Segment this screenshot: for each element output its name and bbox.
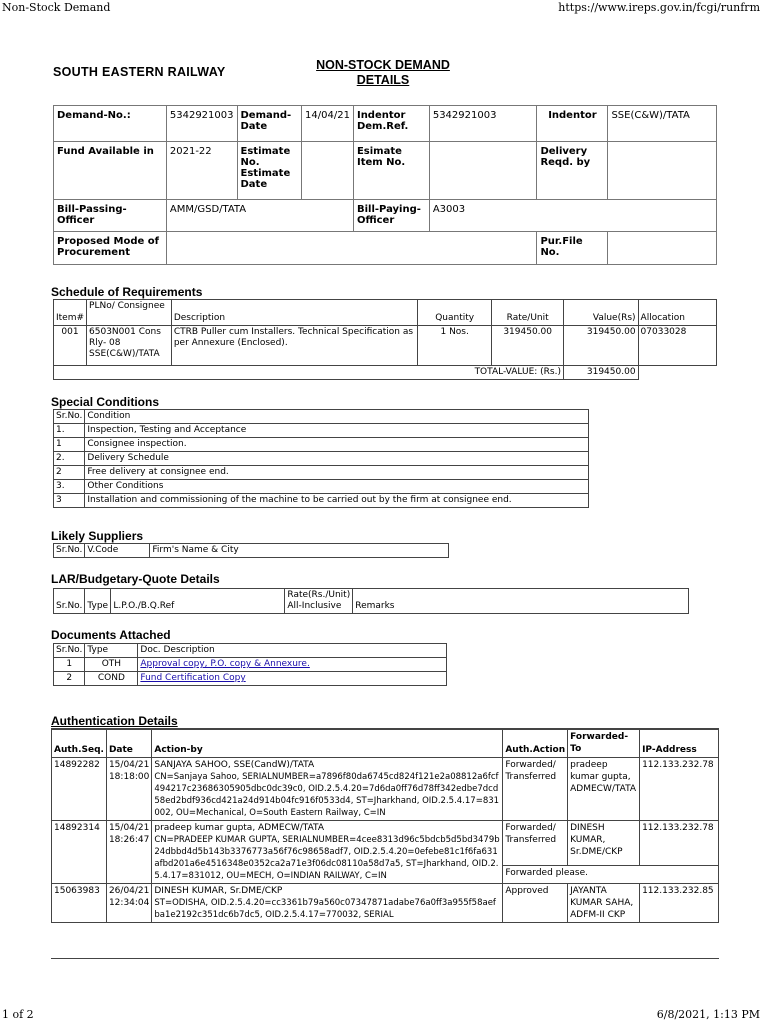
special-table [53, 409, 589, 508]
auth-to: DINESH KUMAR, Sr.DME/CKP [568, 820, 640, 866]
auth-table [51, 728, 719, 923]
auth-h-ip: IP-Address [640, 729, 719, 757]
esimate-item-label: Esimate Item No. [353, 142, 429, 200]
auth-by: pradeep kumar gupta, ADMECW/TATA [154, 822, 325, 833]
bill-passing: AMM/GSD/TATA [166, 200, 353, 232]
bill-paying: A3003 [429, 200, 716, 232]
sched-alloc: 07033028 [638, 326, 716, 366]
auth-ip: 112.133.232.78 [640, 757, 719, 820]
table-row [52, 757, 719, 820]
lar-h-type: Type [85, 589, 111, 614]
special-cond: Installation and commissioning of the machine to be carried out by the firm at consignee end. [85, 494, 589, 508]
auth-h-to: Forwarded-To [568, 729, 640, 757]
sched-h-item: Item# [54, 300, 87, 326]
bill-passing-label: Bill-Passing-Officer [54, 200, 167, 232]
sched-h-value: Value(Rs) [563, 300, 638, 326]
special-cond: Free delivery at consignee end. [85, 466, 589, 480]
special-h-cond: Condition [85, 410, 589, 424]
schedule-table [53, 299, 717, 380]
special-srno: 1 [54, 438, 85, 452]
doc-link-approval[interactable]: Approval copy, P.O. copy & Annexure. [140, 659, 310, 669]
auth-by: SANJAYA SAHOO, SSE(CandW)/TATA [154, 759, 315, 770]
sched-h-plno: PLNo/ Consignee [87, 300, 172, 326]
docs-h-desc: Doc. Description [138, 644, 447, 658]
sched-plno: 6503N001 Cons Rly- 08 SSE(C&W)/TATA [87, 326, 172, 366]
bill-paying-label: Bill-Paying-Officer [353, 200, 429, 232]
mode-value [166, 232, 537, 265]
indentor-ref: 5342921003 [429, 106, 537, 142]
sched-desc: CTRB Puller cum Installers. Technical Specification as per Annexure (Enclosed). [171, 326, 417, 366]
estimate-label: Estimate No. Estimate Date [237, 142, 302, 200]
auth-h-by: Action-by [152, 729, 503, 757]
fund-label: Fund Available in [54, 142, 167, 200]
docs-h-type: Type [85, 644, 138, 658]
mode-label: Proposed Mode of Procurement [54, 232, 167, 265]
special-srno: 3 [54, 494, 85, 508]
docs-h-srno: Sr.No. [54, 644, 85, 658]
esimate-item-value [429, 142, 537, 200]
doc-srno: 1 [54, 658, 85, 672]
print-datetime: 6/8/2021, 1:13 PM [656, 1008, 760, 1021]
lar-table [53, 588, 689, 614]
auth-date: 15/04/21 18:18:00 [106, 757, 151, 820]
demand-info-table [53, 105, 717, 265]
lar-h-rate: Rate(Rs./Unit) All-Inclusive [285, 589, 353, 614]
suppliers-h-srno: Sr.No. [54, 544, 85, 558]
org-name: SOUTH EASTERN RAILWAY [53, 65, 226, 79]
documents-table [53, 643, 447, 686]
auth-h-action: Auth.Action [503, 729, 568, 757]
sched-h-desc: Description [171, 300, 417, 326]
print-page-number: 1 of 2 [2, 1008, 34, 1021]
sched-total-label: TOTAL-VALUE: (Rs.) [54, 366, 564, 380]
special-cond: Consignee inspection. [85, 438, 589, 452]
auth-cert: CN=PRADEEP KUMAR GUPTA, SERIALNUMBER=4cee8313d96c5bdcb5d5bd3479b24dbbd4d5b143b3376773a56f76c98658adf7, OID.2.5.4.20=0efebe81c1f6fa631afbd201a6e4516348e0352ca2a71e3f06dc08110a58d7a5, ST=Jharkhand, OID.2.5.4.17=831012, OU=MECH, O=INDIAN RAILWAY, C=IN [154, 834, 500, 881]
auth-date: 15/04/21 18:26:47 [106, 820, 151, 883]
special-cond: Other Conditions [85, 480, 589, 494]
auth-h-seq: Auth.Seq. [52, 729, 107, 757]
indentor-ref-label: Indentor Dem.Ref. [353, 106, 429, 142]
table-row [54, 326, 717, 366]
lar-h-srno: Sr.No. [54, 589, 85, 614]
auth-action: Approved [503, 883, 568, 922]
table-row [54, 466, 589, 480]
doc-title-line2: DETAILS [356, 73, 410, 87]
special-srno: 3. [54, 480, 85, 494]
indentor: SSE(C&W)/TATA [608, 106, 717, 142]
delivery-label: Delivery Reqd. by [537, 142, 608, 200]
suppliers-h-firm: Firm's Name & City [150, 544, 449, 558]
auth-ip: 112.133.232.85 [640, 883, 719, 922]
auth-h-date: Date [106, 729, 151, 757]
table-row [54, 438, 589, 452]
auth-seq: 14892282 [52, 757, 107, 820]
print-page-title: Non-Stock Demand [2, 1, 111, 14]
sched-h-alloc: Allocation [638, 300, 716, 326]
table-row [54, 424, 589, 438]
doc-type: COND [85, 672, 138, 686]
auth-to: JAYANTA KUMAR SAHA, ADFM-II CKP [568, 883, 640, 922]
sched-value: 319450.00 [563, 326, 638, 366]
special-cond: Inspection, Testing and Acceptance [85, 424, 589, 438]
table-row [54, 658, 447, 672]
special-h-srno: Sr.No. [54, 410, 85, 424]
special-srno: 2. [54, 452, 85, 466]
table-row [52, 883, 719, 922]
auth-action: Forwarded/ Transferred [503, 757, 568, 820]
table-row [54, 494, 589, 508]
print-url: https://www.ireps.gov.in/fcgi/runfrm [558, 1, 760, 14]
sched-total: 319450.00 [563, 366, 638, 380]
special-srno: 1. [54, 424, 85, 438]
lar-h-ref: L.P.O./B.Q.Ref [111, 589, 285, 614]
suppliers-title: Likely Suppliers [51, 529, 144, 543]
sched-qty: 1 Nos. [418, 326, 492, 366]
special-title: Special Conditions [51, 395, 160, 409]
auth-seq: 15063983 [52, 883, 107, 922]
sched-rate: 319450.00 [492, 326, 564, 366]
table-row [54, 672, 447, 686]
documents-title: Documents Attached [51, 628, 171, 642]
auth-date: 26/04/21 12:34:04 [106, 883, 151, 922]
table-row [54, 452, 589, 466]
auth-title: Authentication Details [51, 714, 178, 728]
auth-cert: ST=ODISHA, OID.2.5.4.20=cc3361b79a560c07347871adabe76a0ff3a955f58aefba1e2192c351dc6b7dc5, OID.2.5.4.17=770032, SERIAL [154, 897, 496, 920]
lar-title: LAR/Budgetary-Quote Details [51, 572, 220, 586]
indentor-label: Indentor [537, 106, 608, 142]
table-row [52, 820, 719, 866]
special-cond: Delivery Schedule [85, 452, 589, 466]
doc-title [300, 58, 466, 88]
demand-date-label: Demand-Date [237, 106, 302, 142]
sched-h-rate: Rate/Unit [492, 300, 564, 326]
special-srno: 2 [54, 466, 85, 480]
doc-title-line1: NON-STOCK DEMAND [316, 58, 450, 72]
delivery-value [608, 142, 717, 200]
auth-to: pradeep kumar gupta, ADMECW/TATA [568, 757, 640, 820]
auth-seq: 14892314 [52, 820, 107, 883]
schedule-title: Schedule of Requirements [51, 285, 203, 299]
sched-item: 001 [54, 326, 87, 366]
fund: 2021-22 [166, 142, 237, 200]
pur-file-value [608, 232, 717, 265]
pur-file-label: Pur.File No. [537, 232, 608, 265]
estimate-value [302, 142, 354, 200]
auth-cert: CN=Sanjaya Sahoo, SERIALNUMBER=a7896f80da6745cd824f121e2a08812a6fcf494217c23686305905dbc0dc39c0, OID.2.5.4.20=7d6da0ff76d78ff342edbe7dcd58ed2bdf936cd421a24d914b04fc916f0533d4, ST=Jharkhand, OID.2.5.4.17=831002, OU=Mechanical, O=South Eastern Railway, C=IN [154, 771, 500, 818]
doc-link-fund[interactable]: Fund Certification Copy [140, 673, 246, 683]
auth-by: DINESH KUMAR, Sr.DME/CKP [154, 885, 283, 896]
doc-type: OTH [85, 658, 138, 672]
auth-wrapper [51, 728, 719, 959]
suppliers-table [53, 543, 449, 558]
demand-date: 14/04/21 [302, 106, 354, 142]
suppliers-h-vcode: V.Code [85, 544, 150, 558]
auth-ip: 112.133.232.78 [640, 820, 719, 866]
table-row [54, 480, 589, 494]
demand-no: 5342921003 [166, 106, 237, 142]
auth-remark: Forwarded please. [503, 866, 719, 884]
auth-action: Forwarded/ Transferred [503, 820, 568, 866]
doc-srno: 2 [54, 672, 85, 686]
lar-h-remarks: Remarks [353, 589, 689, 614]
demand-no-label: Demand-No.: [54, 106, 167, 142]
sched-h-qty: Quantity [418, 300, 492, 326]
